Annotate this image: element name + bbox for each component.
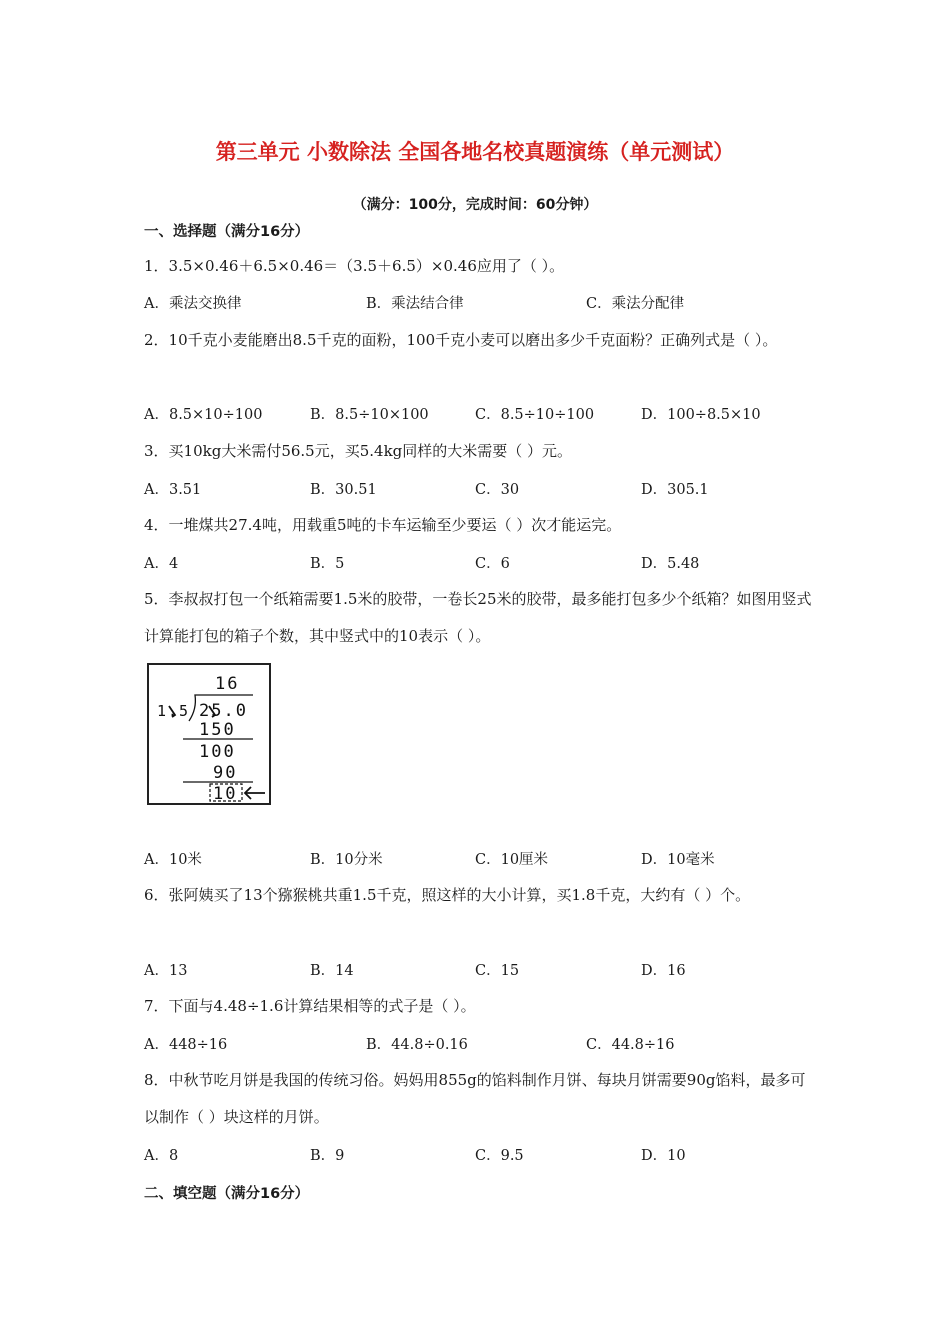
question-4-options (144, 552, 844, 576)
option-c: C．15 (475, 963, 520, 979)
exam-info: （满分：100分，完成时间：60分钟） (352, 197, 598, 213)
option-d: D．10毫米 (641, 852, 715, 868)
long-division-figure (147, 663, 271, 805)
option-a: A．448÷16 (144, 1037, 228, 1053)
question-3-options (144, 478, 844, 502)
option-a: A．4 (144, 556, 179, 572)
question-5-options (144, 848, 844, 872)
option-a: A．13 (144, 963, 188, 979)
option-c: C．乘法分配律 (586, 296, 685, 312)
division-step-1: 150 (199, 720, 236, 740)
option-b: B．14 (310, 963, 354, 979)
question-7: 7．下面与4.48÷1.6计算结果相等的式子是（ ）。 (144, 997, 476, 1015)
option-b: B．30.51 (310, 482, 377, 498)
option-b: B．44.8÷0.16 (366, 1037, 468, 1053)
option-c: C．9.5 (475, 1148, 524, 1164)
option-d: D．305.1 (641, 482, 709, 498)
option-d: D．16 (641, 963, 686, 979)
option-a: A．10米 (144, 852, 202, 868)
option-c: C．30 (475, 482, 520, 498)
page-title: 第三单元 小数除法 全国各地名校真题演练（单元测试） (215, 140, 735, 164)
divisor: 1.5 (157, 702, 191, 720)
section-title-fill-in: 二、填空题（满分16分） (144, 1186, 310, 1202)
division-step-2: 100 (199, 742, 236, 762)
option-b: B．8.5÷10×100 (310, 407, 429, 423)
question-6-options (144, 959, 844, 983)
question-1: 1．3.5×0.46＋6.5×0.46＝（3.5＋6.5）×0.46应用了（ ）。 (144, 257, 565, 275)
option-c: C．8.5÷10÷100 (475, 407, 595, 423)
question-4: 4．一堆煤共27.4吨，用载重5吨的卡车运输至少要运（ ）次才能运完。 (144, 516, 622, 534)
question-2-options (144, 403, 844, 427)
option-d: D．100÷8.5×10 (641, 407, 761, 423)
section-title-choice: 一、选择题（满分16分） (144, 224, 310, 240)
option-c: C．10厘米 (475, 852, 549, 868)
division-step-3: 90 (213, 763, 238, 783)
long-division-diagram (149, 665, 269, 803)
question-8: 8．中秋节吃月饼是我国的传统习俗。妈妈用855g的馅料制作月饼、每块月饼需要90g馅料，最多可以制作（ ）块这样的月饼。 (144, 1071, 806, 1126)
quotient: 16 (215, 674, 240, 694)
option-b: B．5 (310, 556, 345, 572)
option-c: C．44.8÷16 (586, 1037, 675, 1053)
question-2: 2．10千克小麦能磨出8.5千克的面粉，100千克小麦可以磨出多少千克面粉？正确列式是（ ）。 (144, 331, 778, 349)
option-c: C．6 (475, 556, 510, 572)
option-d: D．5.48 (641, 556, 700, 572)
option-a: A．8.5×10÷100 (144, 407, 263, 423)
question-3: 3．买10kg大米需付56.5元，买5.4kg同样的大米需要（ ）元。 (144, 442, 573, 460)
option-b: B．9 (310, 1148, 345, 1164)
option-a: A．乘法交换律 (144, 296, 242, 312)
question-7-options (144, 1033, 844, 1057)
option-d: D．10 (641, 1148, 686, 1164)
option-a: A．8 (144, 1148, 179, 1164)
question-8-options (144, 1144, 844, 1168)
question-6: 6．张阿姨买了13个猕猴桃共重1.5千克，照这样的大小计算，买1.8千克，大约有（ ）个。 (144, 886, 751, 904)
question-5: 5．李叔叔打包一个纸箱需要1.5米的胶带，一卷长25米的胶带，最多能打包多少个纸箱？如图用竖式计算能打包的箱子个数，其中竖式中的10表示（ ）。 (144, 590, 812, 645)
remainder: 10 (213, 784, 238, 803)
question-1-options (144, 292, 844, 316)
dividend: 25.0 (199, 701, 248, 721)
option-a: A．3.51 (144, 482, 202, 498)
option-b: B．10分米 (310, 852, 383, 868)
option-b: B．乘法结合律 (366, 296, 464, 312)
